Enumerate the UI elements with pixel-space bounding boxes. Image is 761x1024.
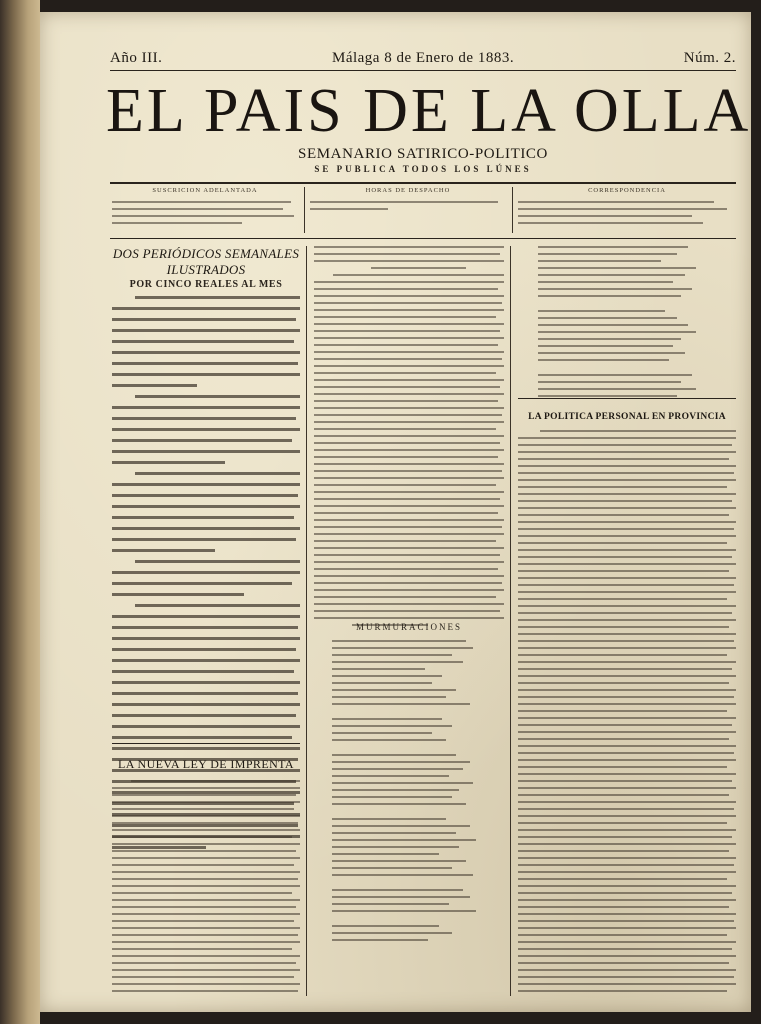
correspondence-text <box>518 201 736 224</box>
column-1-lower-article <box>112 751 300 996</box>
politica-section <box>518 406 736 996</box>
column-1-section-title: LA NUEVA LEY DE IMPRENTA <box>118 757 294 771</box>
info-divider-2 <box>512 187 513 233</box>
masthead-title: EL PAIS DE LA OLLA <box>106 77 751 145</box>
column-1-section-body <box>112 780 300 996</box>
column-2-article-body <box>314 246 504 626</box>
column-1-headline: DOS PERIÓDICOS SEMANALES ILUSTRADOS <box>112 246 300 277</box>
column-1-subheadline: POR CINCO REALES AL MES <box>129 279 283 290</box>
office-hours-title: HORAS DE DESPACHO <box>365 187 451 194</box>
correspondence-title: CORRESPONDENCIA <box>588 187 666 194</box>
murmuraciones-title: MURMURACIONES <box>355 622 462 632</box>
subscription-box <box>112 187 298 233</box>
issue-line <box>110 50 736 67</box>
info-bottom-rule <box>110 238 736 239</box>
issue-year: Año III. <box>110 50 163 66</box>
masthead-tagline: SE PUBLICA TODOS LOS LÚNES <box>314 164 532 174</box>
column-3 <box>518 246 736 996</box>
office-hours-text <box>310 201 506 210</box>
murmuraciones-verse <box>314 640 504 941</box>
politica-title: LA POLITICA PERSONAL EN PROVINCIA <box>528 412 726 422</box>
issue-date: Málaga 8 de Enero de 1883. <box>331 50 515 66</box>
header-rule <box>110 70 736 71</box>
column-3-section-rule <box>518 398 736 399</box>
subscription-title: SUSCRICION ADELANTADA <box>152 187 258 194</box>
murmuraciones-section <box>314 618 504 946</box>
book-spine <box>0 0 40 1024</box>
newspaper-page <box>40 12 751 1012</box>
column-3-verse <box>518 246 736 397</box>
column-1-section-rule <box>112 743 300 744</box>
masthead-subtitle: SEMANARIO SATIRICO-POLITICO <box>298 146 548 162</box>
office-hours-box <box>310 187 506 233</box>
masthead-bottom-rule <box>110 182 736 184</box>
column-divider-2 <box>510 246 511 996</box>
column-1 <box>112 246 300 996</box>
info-divider-1 <box>304 187 305 233</box>
column-divider-1 <box>306 246 307 996</box>
politica-body <box>518 430 736 996</box>
column-2 <box>314 246 504 996</box>
issue-number: Núm. 2. <box>683 50 736 66</box>
correspondence-box <box>518 187 736 233</box>
subscription-text <box>112 201 298 224</box>
